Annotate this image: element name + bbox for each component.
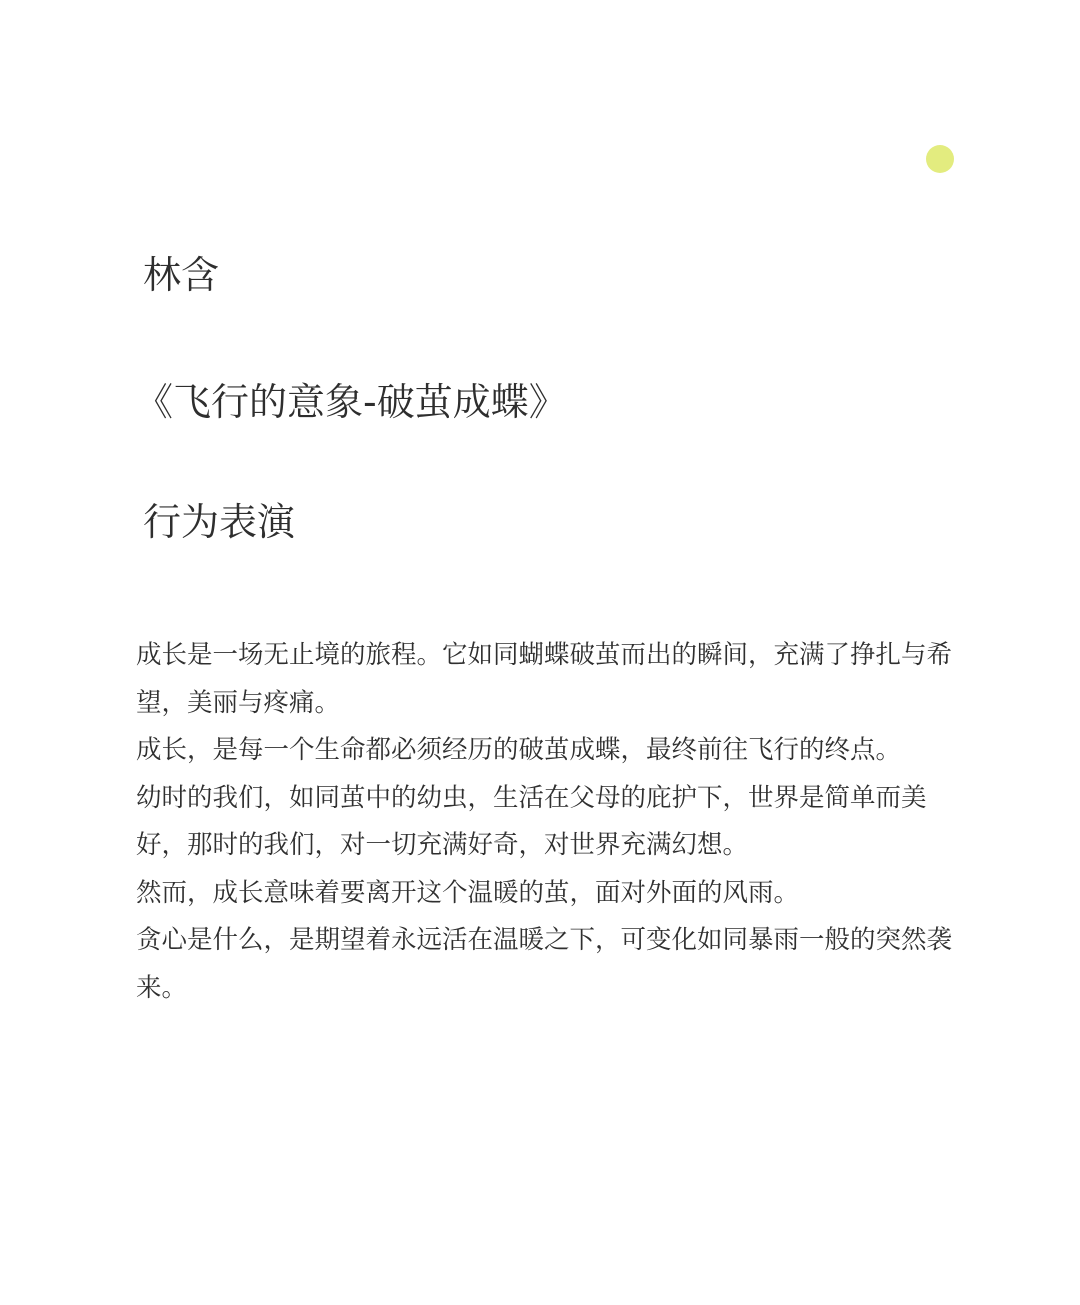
body-text — [136, 632, 956, 1012]
paragraph: 贪心是什么，是期望着永远活在温暖之下，可变化如同暴雨一般的突然袭来。 — [136, 925, 953, 1003]
paragraph: 幼时的我们，如同茧中的幼虫，生活在父母的庇护下，世界是简单而美好，那时的我们，对一切充满好奇，对世界充满幻想。 — [136, 782, 927, 860]
paragraph: 然而，成长意味着要离开这个温暖的茧，面对外面的风雨。 — [136, 877, 800, 908]
accent-dot — [926, 145, 954, 173]
author-name: 林含 — [143, 253, 220, 297]
work-title: 《飞行的意象-破茧成蝶》 — [135, 380, 567, 424]
work-genre: 行为表演 — [143, 500, 296, 544]
paragraph: 成长，是每一个生命都必须经历的破茧成蝶，最终前往飞行的终点。 — [136, 735, 902, 765]
paragraph: 成长是一场无止境的旅程。它如同蝴蝶破茧而出的瞬间，充满了挣扎与希望，美丽与疼痛。 — [136, 640, 953, 718]
